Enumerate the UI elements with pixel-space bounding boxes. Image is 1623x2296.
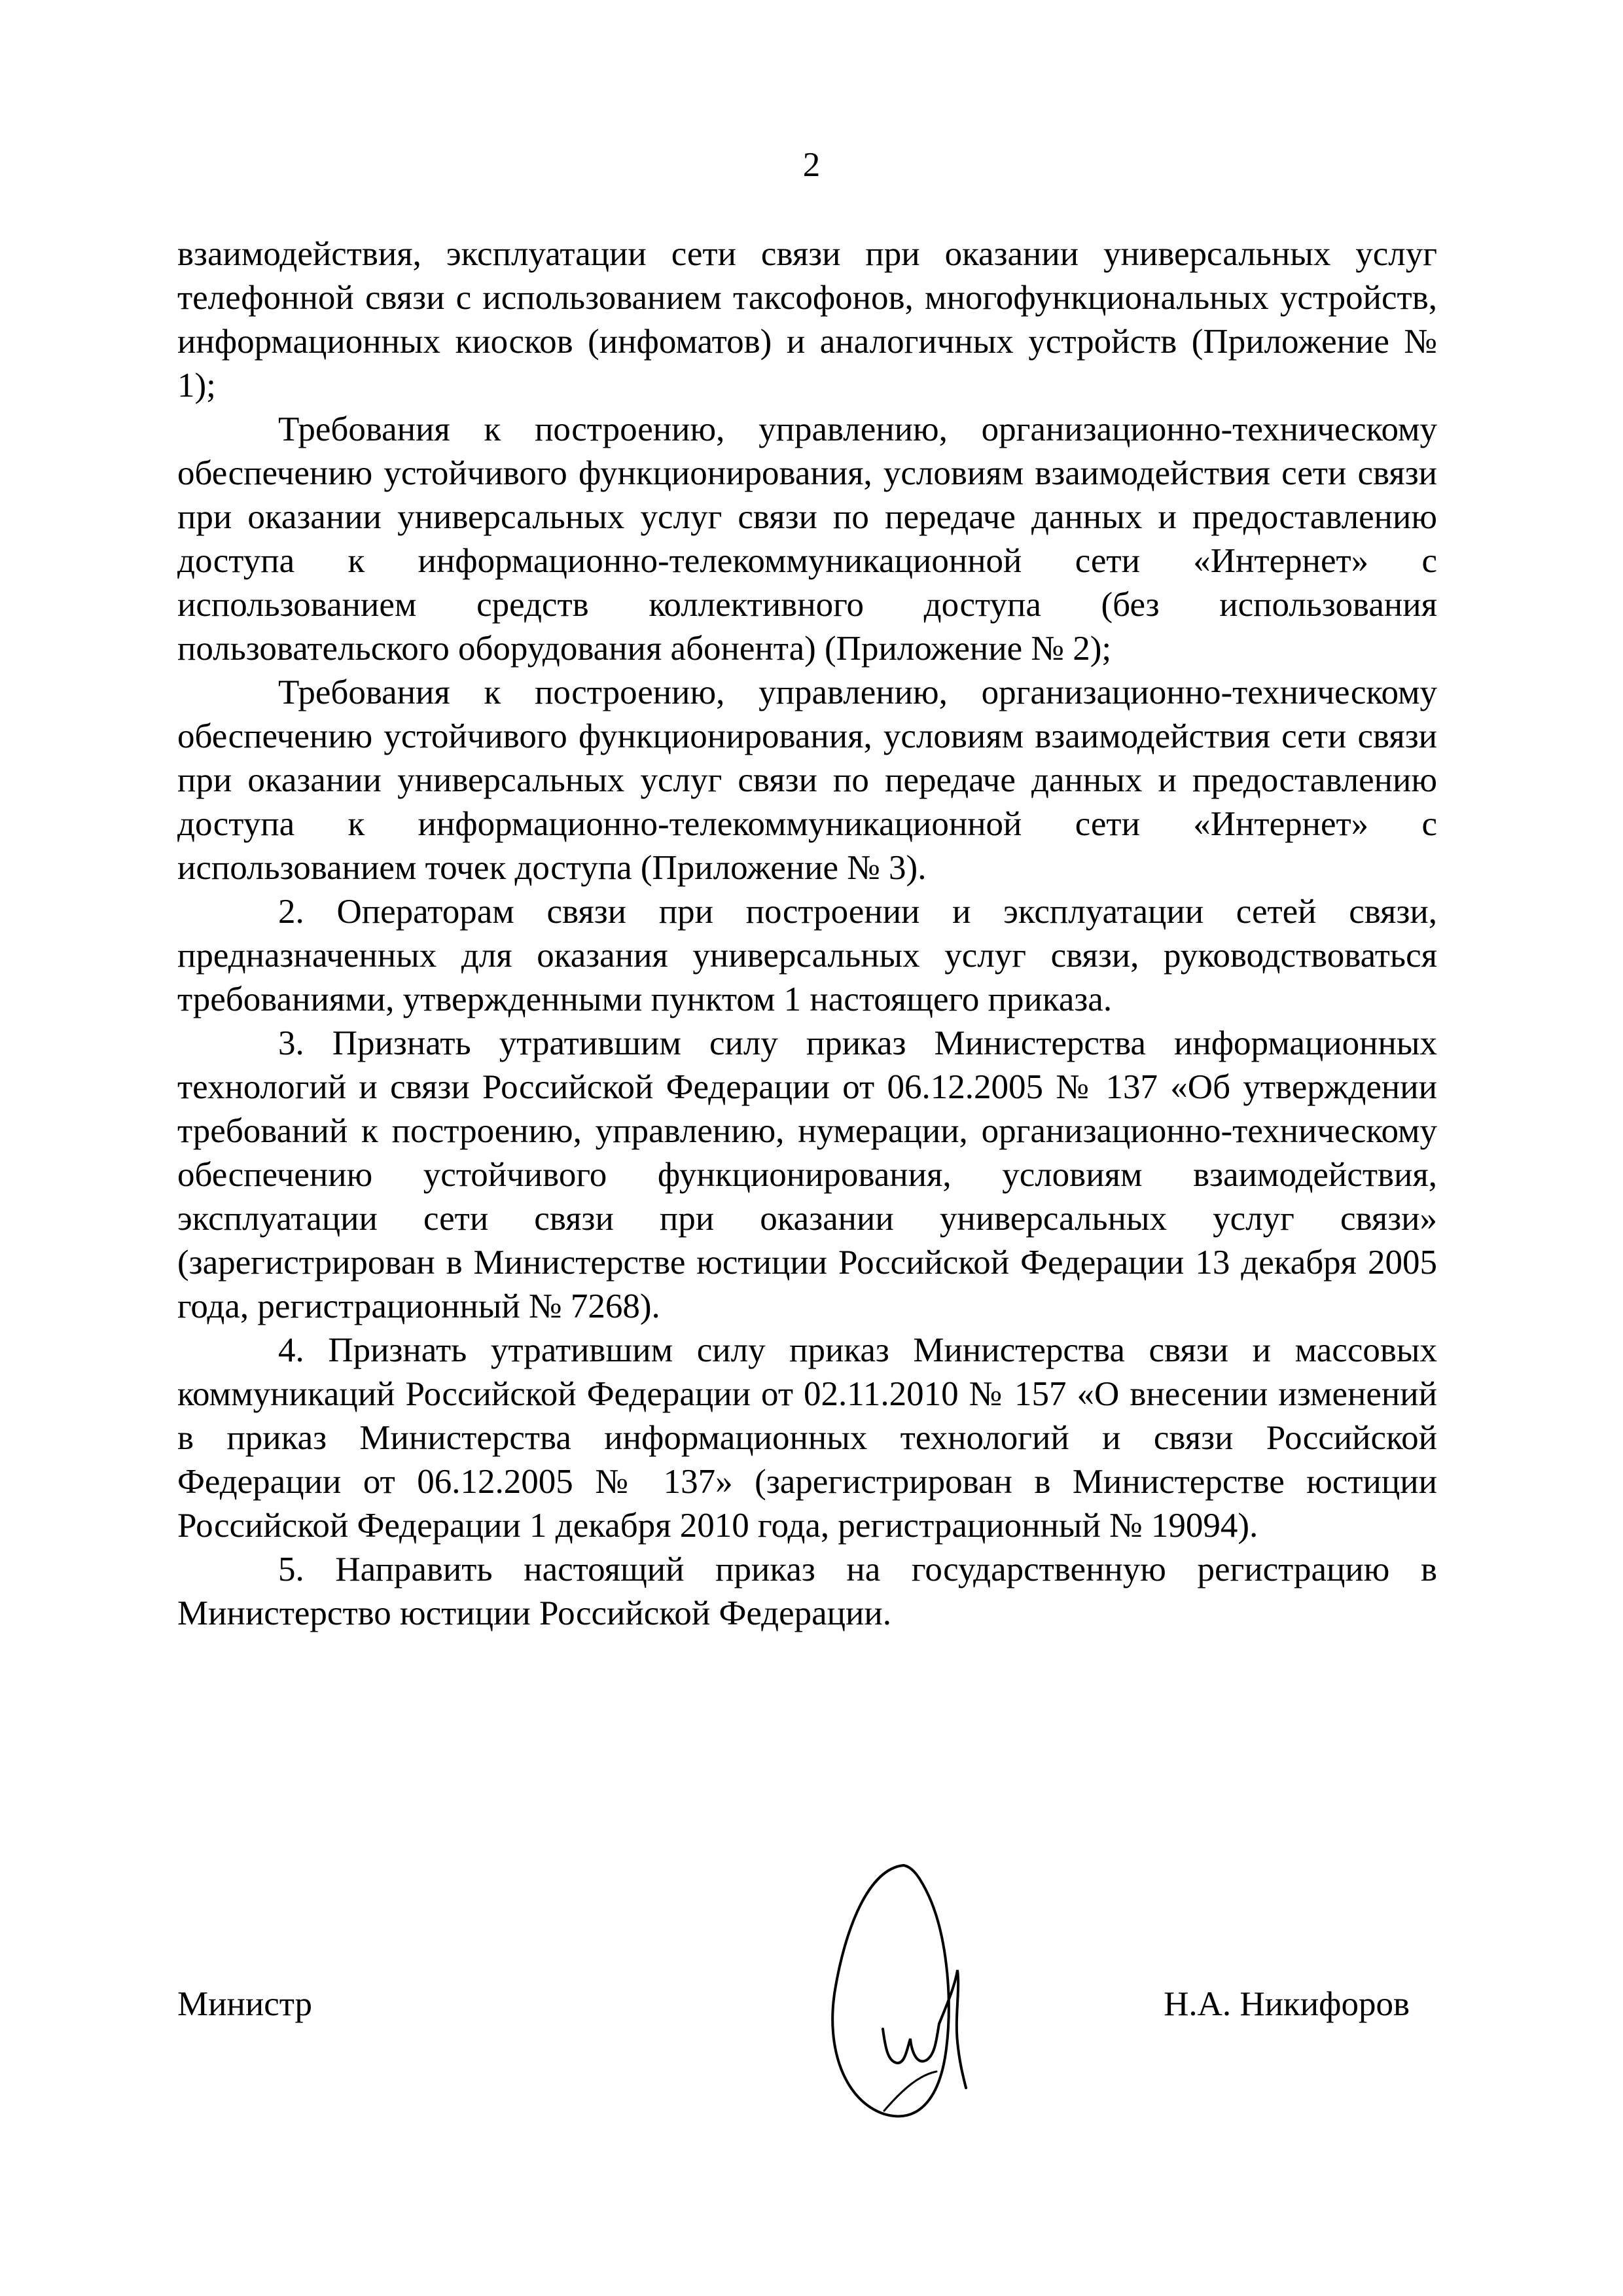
signature-block (177, 1852, 1437, 2127)
paragraph-item-5: 5. Направить настоящий приказ на государственную регистрацию в Министерство юстиции Российской Федерации. (177, 1551, 1437, 1632)
paragraph-requirements-appendix-2: Требования к построению, управлению, организационно-техническому обеспечению устойчивого функционирования, условиям взаимодействия сети связи при оказании универсальных услуг связи по передаче данных и предоставлению доступа к информационно-телекоммуникационной сети «Интернет» с использованием средств коллективного доступа (без использования пользовательского оборудования абонента) (Приложение № 2); (177, 410, 1437, 668)
paragraph-item-3: 3. Признать утратившим силу приказ Министерства информационных технологий и связи Российской Федерации от 06.12.2005 № 137 «Об утверждении требований к построению, управлению, нумерации, организационно-техническому обеспечению устойчивого функционирования, условиям взаимодействия, эксплуатации сети связи при оказании универсальных услуг связи» (зарегистрирован в Министерстве юстиции Российской Федерации 13 декабря 2005 года, регистрационный № 7268). (177, 1024, 1437, 1325)
signatory-name: Н.А. Никифоров (1164, 1985, 1410, 2023)
paragraph-requirements-appendix-3: Требования к построению, управлению, организационно-техническому обеспечению устойчивого функционирования, условиям взаимодействия сети связи при оказании универсальных услуг связи по передаче данных и предоставлению доступа к информационно-телекоммуникационной сети «Интернет» с использованием точек доступа (Приложение № 3). (177, 673, 1437, 887)
paragraph-item-2: 2. Операторам связи при построении и эксплуатации сетей связи, предназначенных для оказания универсальных услуг связи, руководствоваться требованиями, утвержденными пунктом 1 настоящего приказа. (177, 893, 1437, 1018)
document-body (177, 232, 1437, 1636)
page-number: 2 (802, 146, 821, 184)
paragraph-item-4: 4. Признать утратившим силу приказ Министерства связи и массовых коммуникаций Российской Федерации от 02.11.2010 № 157 «О внесении изменений в приказ Министерства информационных технологий и связи Российской Федерации от 06.12.2005 № 137» (зарегистрирован в Министерстве юстиции Российской Федерации 1 декабря 2010 года, регистрационный № 19094). (177, 1331, 1437, 1545)
signatory-title: Министр (177, 1985, 313, 2023)
handwritten-signature (806, 1852, 1002, 2127)
paragraph-continuation: взаимодействия, эксплуатации сети связи при оказании универсальных услуг телефонной связи с использованием таксофонов, многофункциональных устройств, информационных киосков (инфоматов) и аналогичных устройств (Приложение № 1); (177, 235, 1437, 404)
